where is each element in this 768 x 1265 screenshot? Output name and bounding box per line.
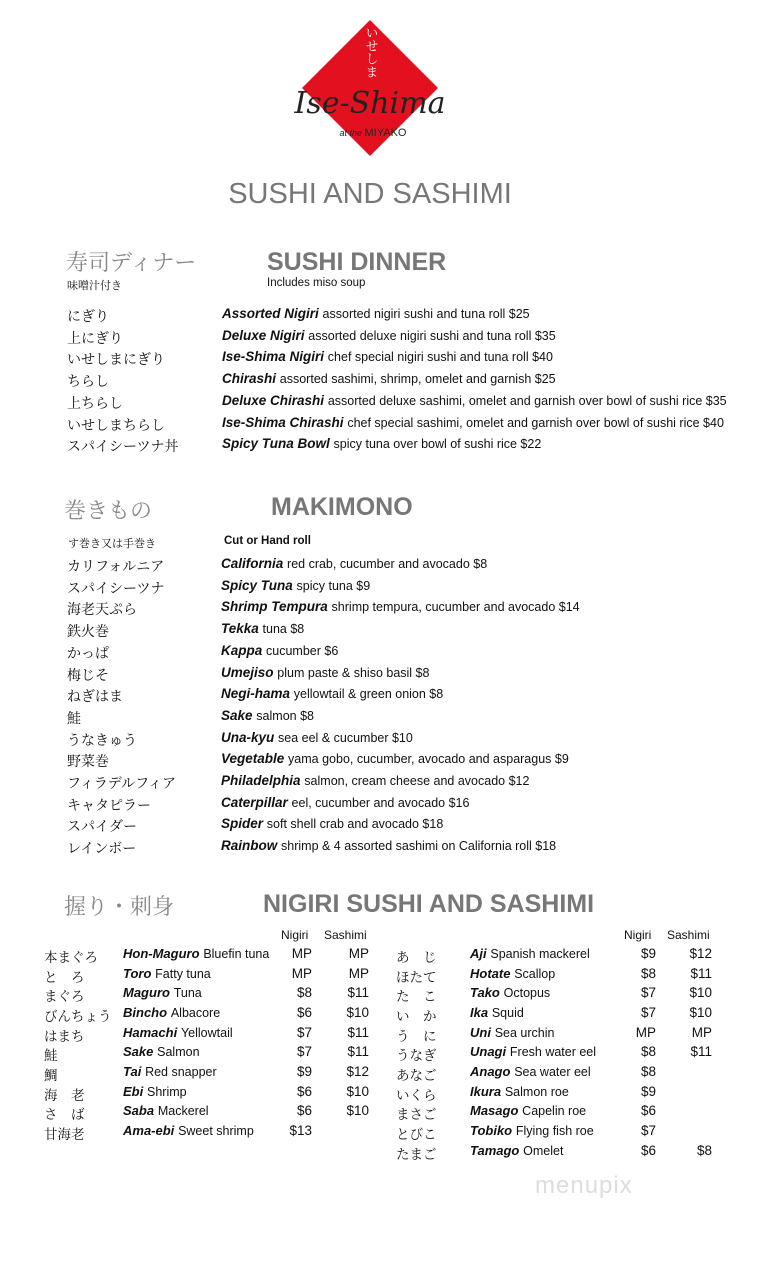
nigiri-price: $7 bbox=[640, 985, 656, 1001]
fish-description: Scallop bbox=[514, 966, 556, 981]
sushi-dinner-subtitle: Includes miso soup bbox=[267, 277, 366, 289]
menu-item-jp-name: 海老天ぷら bbox=[67, 602, 137, 619]
menu-item-description: shrimp & 4 assorted sashimi on California roll $18 bbox=[281, 839, 557, 854]
menu-item-description: salmon $8 bbox=[256, 708, 314, 723]
fish-jp-name: う に bbox=[396, 1028, 437, 1045]
menu-item-name: Philadelphia bbox=[221, 773, 301, 788]
fish-description: Mackerel bbox=[157, 1104, 209, 1119]
menu-item-jp-name: いせしまちらし bbox=[67, 417, 165, 434]
menu-item bbox=[222, 306, 530, 321]
menu-item-description: chef special nigiri sushi and tuna roll $40 bbox=[327, 350, 553, 365]
page-title: SUSHI AND SASHIMI bbox=[228, 178, 512, 210]
menu-item-jp-name: うなきゅう bbox=[67, 732, 137, 749]
fish-name: Tobiko bbox=[470, 1122, 513, 1138]
fish-item bbox=[123, 1084, 187, 1099]
menu-item bbox=[221, 795, 469, 810]
menu-item-name: Kappa bbox=[221, 642, 263, 658]
menu-item bbox=[221, 730, 413, 745]
fish-item bbox=[470, 1084, 569, 1099]
right-col-sashimi-header: Sashimi bbox=[667, 928, 710, 942]
fish-jp-name: 鯛 bbox=[44, 1067, 58, 1084]
watermark: menupix bbox=[535, 1172, 633, 1199]
fish-item bbox=[470, 946, 590, 961]
fish-description: Fatty tuna bbox=[155, 966, 211, 981]
menu-item-name: Deluxe Nigiri bbox=[222, 327, 305, 343]
menu-item-description: red crab, cucumber and avocado $8 bbox=[287, 557, 488, 571]
menu-item-jp-name: 鮭 bbox=[67, 710, 81, 727]
fish-name: Hon-Maguro bbox=[123, 946, 200, 961]
fish-item bbox=[123, 1123, 254, 1138]
menu-item-description: assorted deluxe sashimi, omelet and garnish over bowl of sushi rice $35 bbox=[327, 393, 727, 408]
fish-name: Sake bbox=[123, 1044, 154, 1060]
fish-item bbox=[123, 1064, 217, 1079]
left-col-sashimi-header: Sashimi bbox=[324, 928, 367, 942]
menu-item bbox=[222, 436, 541, 451]
fish-jp-name: 海 老 bbox=[44, 1087, 85, 1104]
fish-description: Sweet shrimp bbox=[178, 1123, 254, 1138]
sashimi-price: $10 bbox=[346, 1083, 369, 1099]
fish-name: Anago bbox=[470, 1063, 511, 1079]
fish-description: Spanish mackerel bbox=[490, 947, 590, 961]
fish-description: Salmon roe bbox=[504, 1084, 569, 1099]
menu-item bbox=[221, 686, 443, 701]
menu-item bbox=[222, 328, 556, 343]
fish-name: Ika bbox=[470, 1004, 489, 1020]
fish-jp-name: 甘海老 bbox=[44, 1126, 85, 1143]
fish-name: Bincho bbox=[123, 1004, 168, 1020]
menu-item-jp-name: 鉄火巻 bbox=[67, 624, 109, 641]
fish-name: Hamachi bbox=[123, 1024, 178, 1040]
menu-item-description: assorted sashimi, shrimp, omelet and garnish $25 bbox=[279, 372, 556, 387]
svg-text:at the MIYAKO: at the MIYAKO bbox=[339, 127, 407, 139]
menu-item-name: Sake bbox=[221, 707, 253, 723]
sashimi-price: $12 bbox=[346, 1063, 369, 1079]
fish-description: Squid bbox=[491, 1005, 524, 1020]
menu-item-jp-name: にぎり bbox=[67, 309, 109, 325]
menu-item-description: assorted deluxe nigiri sushi and tuna roll $35 bbox=[308, 328, 556, 343]
menu-item-jp-name: フィラデルフィア bbox=[67, 776, 177, 792]
sashimi-price: MP bbox=[691, 1024, 712, 1040]
fish-item bbox=[123, 1044, 200, 1059]
fish-description: Fresh water eel bbox=[509, 1045, 597, 1060]
menu-item-jp-name: 梅じそ bbox=[67, 667, 109, 684]
menu-item-jp-name: 野菜巻 bbox=[67, 754, 109, 771]
sashimi-price: $10 bbox=[346, 1103, 369, 1119]
menu-item-jp-name: カリフォルニア bbox=[67, 559, 165, 575]
menu-item bbox=[222, 415, 724, 430]
sashimi-price: $11 bbox=[690, 1044, 712, 1060]
nigiri-price: $9 bbox=[640, 946, 656, 961]
nigiri-price: MP bbox=[635, 1024, 656, 1040]
fish-name: Tako bbox=[470, 985, 500, 1001]
fish-name: Ama-ebi bbox=[123, 1122, 175, 1138]
sushi-dinner-jp-subtitle: 味噌汁付き bbox=[67, 279, 122, 292]
nigiri-jp-title: 握り・刺身 bbox=[64, 895, 175, 920]
fish-jp-name: 本まぐろ bbox=[44, 950, 98, 966]
menu-item-name: Spicy Tuna bbox=[221, 577, 293, 593]
menu-item-name: California bbox=[221, 556, 284, 571]
fish-jp-name: あ じ bbox=[396, 950, 437, 966]
sashimi-price: $11 bbox=[347, 1044, 369, 1060]
fish-name: Tai bbox=[123, 1063, 142, 1079]
menu-item bbox=[222, 393, 727, 408]
fish-item bbox=[123, 1103, 209, 1118]
fish-jp-name: 鮭 bbox=[44, 1048, 58, 1065]
menu-item-jp-name: スパイシーツナ bbox=[67, 580, 165, 597]
menu-item-name: Shrimp Tempura bbox=[221, 599, 328, 615]
fish-description: Salmon bbox=[157, 1045, 200, 1060]
nigiri-price: $6 bbox=[296, 1103, 312, 1119]
menu-item-description: spicy tuna over bowl of sushi rice $22 bbox=[333, 437, 542, 452]
menu-item bbox=[221, 556, 487, 571]
menu-item-description: tuna $8 bbox=[262, 622, 305, 637]
sashimi-price: $10 bbox=[689, 985, 712, 1001]
menu-item-description: eel, cucumber and avocado $16 bbox=[291, 795, 470, 810]
fish-jp-name: とびこ bbox=[396, 1126, 437, 1143]
fish-item bbox=[470, 1123, 594, 1138]
fish-name: Ebi bbox=[123, 1083, 144, 1099]
fish-item bbox=[123, 966, 211, 981]
nigiri-price: $7 bbox=[296, 1024, 312, 1040]
fish-jp-name: さ ば bbox=[44, 1107, 85, 1124]
menu-item-description: yama gobo, cucumber, avocado and asparagus $9 bbox=[288, 752, 569, 767]
fish-name: Hotate bbox=[470, 965, 511, 981]
sashimi-price: $8 bbox=[696, 1142, 712, 1158]
nigiri-price: $6 bbox=[296, 1004, 312, 1020]
nigiri-price: $7 bbox=[640, 1004, 656, 1020]
fish-name: Ikura bbox=[470, 1083, 502, 1099]
fish-description: Yellowtail bbox=[180, 1025, 233, 1040]
menu-item bbox=[221, 578, 370, 593]
fish-name: Toro bbox=[123, 965, 152, 981]
menu-item-name: Negi-hama bbox=[221, 686, 291, 702]
fish-jp-name: あなご bbox=[396, 1067, 437, 1084]
menu-item-jp-name: スパイシーツナ丼 bbox=[67, 439, 179, 456]
nigiri-price: MP bbox=[291, 965, 312, 981]
menu-item-jp-name: ちらし bbox=[67, 374, 109, 391]
menu-item-jp-name: スパイダー bbox=[67, 819, 137, 836]
fish-description: Tuna bbox=[173, 986, 202, 1001]
fish-description: Bluefin tuna bbox=[203, 947, 270, 961]
menu-item-name: Caterpillar bbox=[221, 794, 288, 810]
fish-item bbox=[470, 1064, 591, 1079]
menu-item-name: Tekka bbox=[221, 621, 259, 637]
menu-item-description: soft shell crab and avocado $18 bbox=[266, 817, 444, 832]
nigiri-price: $6 bbox=[640, 1103, 656, 1119]
nigiri-price: $8 bbox=[640, 965, 656, 981]
fish-item bbox=[470, 1143, 563, 1158]
nigiri-price: $8 bbox=[640, 1063, 656, 1079]
menu-item bbox=[221, 599, 580, 614]
fish-item bbox=[123, 1025, 233, 1040]
fish-item bbox=[470, 966, 555, 981]
fish-name: Saba bbox=[123, 1103, 155, 1119]
nigiri-price: $6 bbox=[296, 1083, 312, 1099]
nigiri-title: NIGIRI SUSHI AND SASHIMI bbox=[263, 890, 595, 918]
fish-description: Octopus bbox=[503, 986, 551, 1001]
fish-description: Shrimp bbox=[147, 1084, 187, 1099]
menu-item-jp-name: かっぱ bbox=[67, 645, 109, 662]
menu-item-name: Ise-Shima Chirashi bbox=[222, 414, 344, 430]
fish-name: Aji bbox=[470, 946, 487, 961]
sushi-dinner-title: SUSHI DINNER bbox=[267, 248, 447, 276]
fish-description: Albacore bbox=[170, 1005, 221, 1020]
menu-item-name: Rainbow bbox=[221, 838, 278, 854]
fish-item bbox=[123, 946, 269, 961]
nigiri-price: $8 bbox=[640, 1044, 656, 1060]
fish-jp-name: いくら bbox=[396, 1087, 437, 1104]
fish-jp-name: ほたて bbox=[396, 969, 437, 986]
makimono-subtitle: Cut or Hand roll bbox=[224, 535, 311, 547]
menu-item bbox=[222, 371, 556, 386]
nigiri-price: $9 bbox=[296, 1063, 312, 1079]
fish-name: Unagi bbox=[470, 1044, 507, 1060]
menu-item-description: spicy tuna $9 bbox=[296, 578, 371, 593]
fish-description: Capelin roe bbox=[522, 1104, 587, 1119]
fish-description: Sea urchin bbox=[494, 1025, 555, 1040]
menu-item-name: Ise-Shima Nigiri bbox=[222, 349, 325, 365]
menu-item-name: Spider bbox=[221, 816, 264, 832]
fish-name: Uni bbox=[470, 1024, 491, 1040]
fish-jp-name: はまち bbox=[44, 1028, 85, 1045]
menu-item-jp-name: キャタピラー bbox=[67, 797, 151, 814]
sashimi-price: $10 bbox=[346, 1004, 369, 1020]
menu-item-jp-name: 上にぎり bbox=[67, 330, 123, 347]
fish-description: Flying fish roe bbox=[515, 1123, 594, 1138]
menu-item bbox=[222, 349, 553, 364]
menu-item bbox=[221, 773, 529, 788]
svg-text:いせしま: いせしま bbox=[362, 26, 378, 78]
fish-name: Tamago bbox=[470, 1142, 520, 1158]
menu-item-jp-name: 上ちらし bbox=[67, 395, 123, 412]
nigiri-price: $8 bbox=[296, 985, 312, 1001]
fish-description: Omelet bbox=[523, 1143, 564, 1158]
fish-name: Masago bbox=[470, 1103, 519, 1119]
sashimi-price: MP bbox=[348, 946, 369, 961]
fish-item bbox=[470, 1025, 554, 1040]
fish-jp-name: い か bbox=[396, 1008, 437, 1025]
menu-item bbox=[221, 643, 338, 658]
nigiri-price: $7 bbox=[296, 1044, 312, 1060]
fish-description: Red snapper bbox=[145, 1064, 217, 1079]
menu-item-description: plum paste & shiso basil $8 bbox=[277, 665, 430, 680]
fish-jp-name: まさご bbox=[396, 1107, 437, 1124]
nigiri-price: $7 bbox=[640, 1122, 656, 1138]
fish-jp-name: たまご bbox=[396, 1146, 437, 1163]
fish-name: Maguro bbox=[123, 985, 170, 1001]
sashimi-price: $11 bbox=[347, 1024, 369, 1040]
fish-jp-name: まぐろ bbox=[44, 989, 85, 1006]
menu-item bbox=[221, 665, 429, 680]
menu-item-name: Assorted Nigiri bbox=[222, 306, 319, 321]
menu-item-description: cucumber $6 bbox=[266, 643, 339, 658]
nigiri-price: $6 bbox=[640, 1142, 656, 1158]
restaurant-logo bbox=[290, 18, 450, 158]
sashimi-price: $11 bbox=[690, 965, 712, 981]
menu-item-name: Vegetable bbox=[221, 751, 285, 767]
menu-item-description: sea eel & cucumber $10 bbox=[278, 730, 413, 745]
menu-item-jp-name: ねぎはま bbox=[67, 689, 123, 706]
makimono-jp-subtitle: す巻き又は手巻き bbox=[68, 537, 156, 550]
fish-item bbox=[123, 1005, 220, 1020]
menu-item-description: chef special sashimi, omelet and garnish over bowl of sushi rice $40 bbox=[347, 415, 724, 430]
menu-item-name: Umejiso bbox=[221, 664, 274, 680]
menu-item-name: Deluxe Chirashi bbox=[222, 392, 325, 408]
menu-item-name: Una-kyu bbox=[221, 729, 275, 745]
fish-jp-name: と ろ bbox=[44, 969, 85, 986]
fish-item bbox=[123, 985, 202, 1000]
fish-description: Sea water eel bbox=[514, 1064, 591, 1079]
menu-item-name: Spicy Tuna Bowl bbox=[222, 436, 330, 452]
nigiri-price: $13 bbox=[289, 1122, 312, 1138]
menu-item bbox=[221, 708, 314, 723]
right-col-nigiri-header: Nigiri bbox=[624, 928, 652, 942]
sashimi-price: $11 bbox=[347, 985, 369, 1001]
menu-item-description: yellowtail & green onion $8 bbox=[293, 687, 444, 702]
fish-item bbox=[470, 985, 550, 1000]
menu-item bbox=[221, 816, 443, 831]
sashimi-price: $12 bbox=[689, 946, 712, 961]
menu-item-jp-name: レインボー bbox=[67, 841, 137, 858]
menu-item bbox=[221, 838, 556, 853]
makimono-jp-title: 巻きもの bbox=[64, 499, 153, 524]
sushi-dinner-jp-title: 寿司ディナー bbox=[66, 251, 197, 276]
makimono-title: MAKIMONO bbox=[271, 493, 413, 521]
fish-item bbox=[470, 1005, 524, 1020]
nigiri-price: MP bbox=[291, 946, 312, 961]
fish-item bbox=[470, 1103, 586, 1118]
fish-item bbox=[470, 1044, 596, 1059]
svg-text:Ise-Shima: Ise-Shima bbox=[294, 86, 446, 121]
menu-item-name: Chirashi bbox=[222, 371, 277, 387]
menu-item-description: assorted nigiri sushi and tuna roll $25 bbox=[322, 307, 530, 321]
fish-jp-name: びんちょう bbox=[44, 1008, 112, 1025]
sashimi-price: MP bbox=[348, 965, 369, 981]
fish-jp-name: た こ bbox=[396, 989, 437, 1006]
sashimi-price: $10 bbox=[689, 1004, 712, 1020]
fish-jp-name: うなぎ bbox=[396, 1048, 437, 1065]
nigiri-price: $9 bbox=[640, 1083, 656, 1099]
menu-item bbox=[221, 621, 304, 636]
menu-item-description: salmon, cream cheese and avocado $12 bbox=[304, 774, 530, 788]
menu-item-description: shrimp tempura, cucumber and avocado $14 bbox=[331, 600, 580, 615]
left-col-nigiri-header: Nigiri bbox=[281, 928, 309, 942]
menu-item-jp-name: いせしまにぎり bbox=[67, 352, 165, 369]
menu-item bbox=[221, 751, 569, 766]
